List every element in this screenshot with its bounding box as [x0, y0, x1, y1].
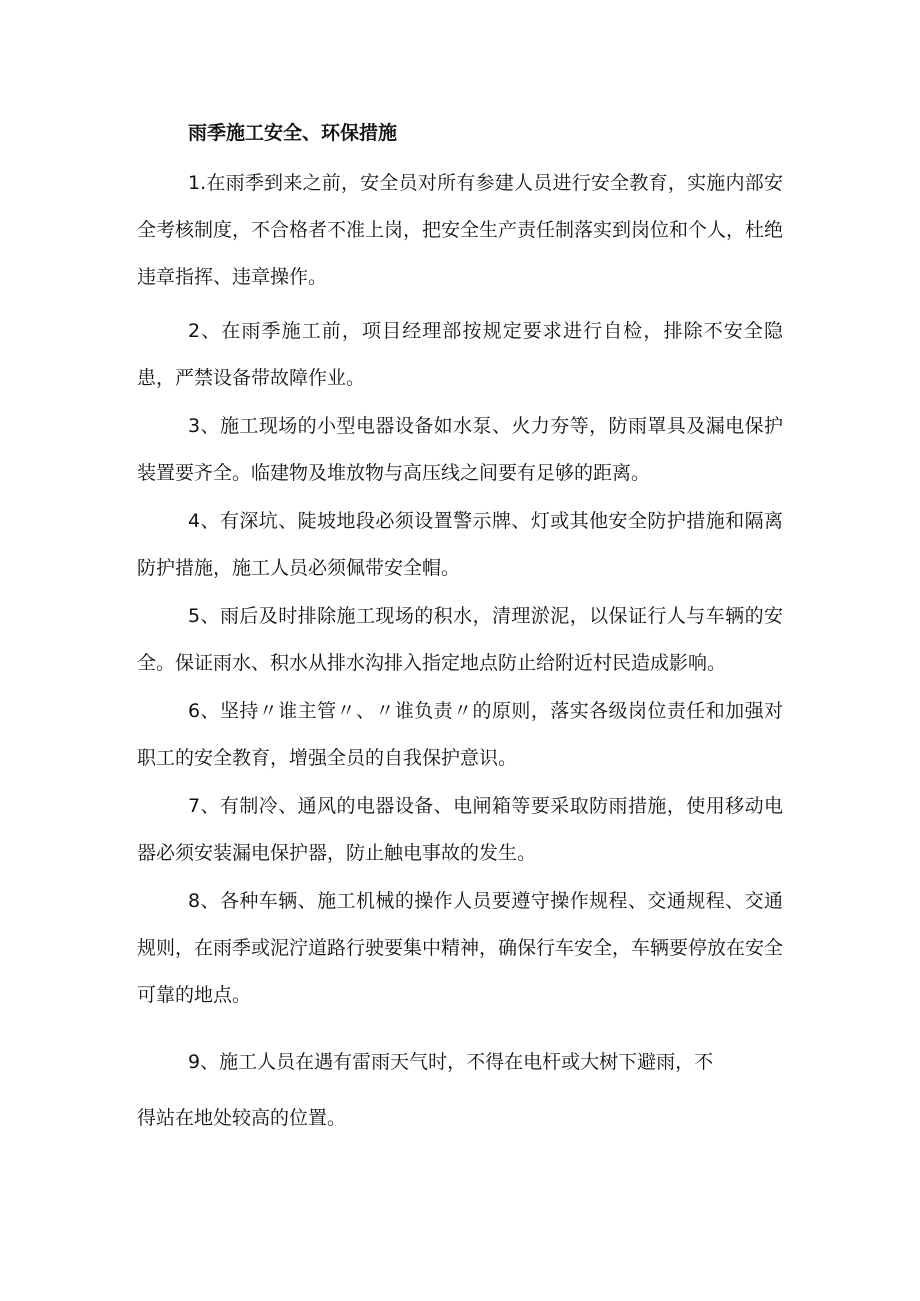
- document-title: 雨季施工安全、环保措施: [188, 122, 398, 144]
- paragraph-7: 7、有制冷、通风的电器设备、电闸箱等要采取防雨措施，使用移动电器必须安装漏电保护器，防止触电事故的发生。: [137, 795, 783, 864]
- paragraph-3: 3、施工现场的小型电器设备如水泵、火力夯等，防雨罩具及漏电保护装置要齐全。临建物及堆放物与高压线之间要有足够的距离。: [137, 415, 783, 484]
- paragraph-9-line-1: 9、施工人员在遇有雷雨天气时，不得在电杆或大树下避雨，不: [188, 1051, 714, 1073]
- paragraph-2: 2、在雨季施工前，项目经理部按规定要求进行自检，排除不安全隐患，严禁设备带故障作业。: [137, 320, 783, 389]
- paragraph-4: 4、有深坑、陡坡地段必须设置警示牌、灯或其他安全防护措施和隔离防护措施，施工人员必须佩带安全帽。: [137, 510, 783, 579]
- paragraph-1: 1.在雨季到来之前，安全员对所有参建人员进行安全教育，实施内部安全考核制度，不合格者不准上岗，把安全生产责任制落实到岗位和个人，杜绝违章指挥、违章操作。: [137, 172, 784, 288]
- paragraph-5: 5、雨后及时排除施工现场的积水，清理淤泥，以保证行人与车辆的安全。保证雨水、积水从排水沟排入指定地点防止给附近村民造成影响。: [137, 605, 783, 674]
- paragraph-8: 8、各种车辆、施工机械的操作人员要遵守操作规程、交通规程、交通规则，在雨季或泥泞道路行驶要集中精神，确保行车安全，车辆要停放在安全可靠的地点。: [137, 890, 784, 1006]
- paragraph-9-line-2: 得站在地处较高的位置。: [137, 1107, 347, 1129]
- paragraph-6: 6、坚持〃谁主管〃、〃谁负责〃的原则，落实各级岗位责任和加强对职工的安全教育，增强全员的自我保护意识。: [137, 700, 783, 769]
